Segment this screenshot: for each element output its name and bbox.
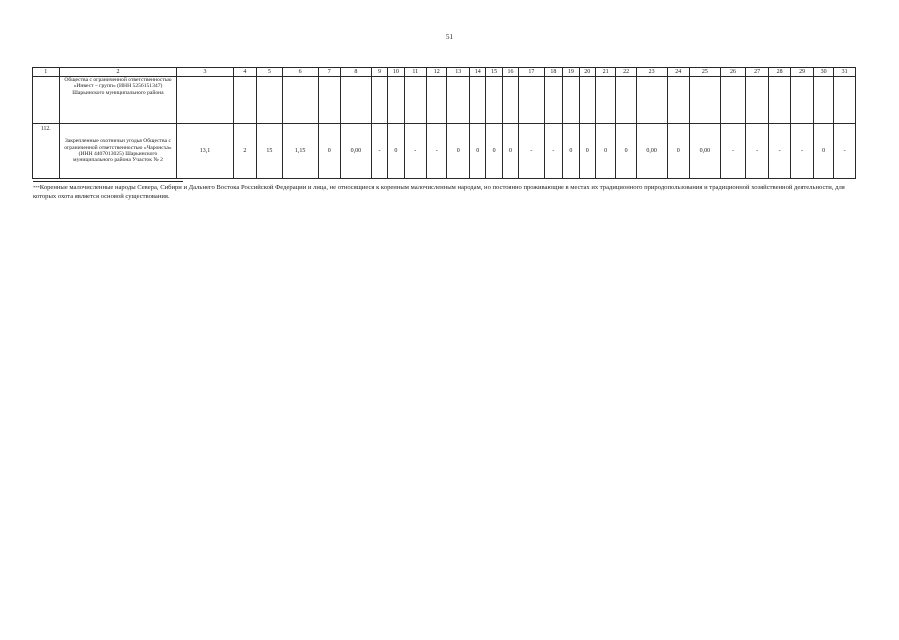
table-cell <box>768 77 791 124</box>
column-header: 29 <box>791 68 814 77</box>
footnote-text: Коренные малочисленные народы Севера, Сибири и Дальнего Востока Российской Федерации и лица, не относящиеся к коренным малочисленным народам, но постоянно проживающие в местах их традиционного природопользования и традиционной хозяйственной деятельности, для которых охота является основой существования. <box>33 184 845 200</box>
table-cell <box>595 77 615 124</box>
column-header: 15 <box>486 68 502 77</box>
footnote-marker: *** <box>33 185 40 190</box>
table-cell-name: Закрепленные охотничьи угодья Общества с ограниченной ответственностью «Чаронсха» (ИНН 4407013025) Шарьинского муниципального района Участок № 2 <box>59 124 177 179</box>
table-cell: 0 <box>486 124 502 179</box>
table-cell <box>667 77 690 124</box>
table-row <box>33 124 856 179</box>
table-cell: - <box>519 124 545 179</box>
table-cell <box>282 77 318 124</box>
column-header: 21 <box>595 68 615 77</box>
table-cell: 0 <box>470 124 486 179</box>
table-cell: 0 <box>595 124 615 179</box>
table-cell <box>233 77 257 124</box>
table-cell <box>470 77 486 124</box>
table-cell <box>519 77 545 124</box>
column-header: 8 <box>341 68 372 77</box>
column-header: 27 <box>746 68 769 77</box>
table-cell <box>486 77 502 124</box>
column-header: 23 <box>636 68 667 77</box>
table-cell: - <box>720 124 746 179</box>
table-cell: 1,15 <box>282 124 318 179</box>
table-cell: - <box>834 124 856 179</box>
table-cell <box>813 77 833 124</box>
table-cell <box>791 77 814 124</box>
table-cell: 0 <box>813 124 833 179</box>
table-cell: 0 <box>318 124 341 179</box>
table-cell: 13,1 <box>177 124 233 179</box>
column-header: 19 <box>563 68 579 77</box>
data-table <box>32 67 856 179</box>
table-cell: - <box>544 124 562 179</box>
column-header: 26 <box>720 68 746 77</box>
column-header: 14 <box>470 68 486 77</box>
table-cell: 0,00 <box>690 124 721 179</box>
table-cell: 0 <box>579 124 595 179</box>
column-header: 2 <box>59 68 177 77</box>
table-cell <box>616 77 636 124</box>
table-cell <box>544 77 562 124</box>
table-cell: 0 <box>667 124 690 179</box>
table-cell <box>636 77 667 124</box>
header-row <box>33 68 856 77</box>
table-cell <box>318 77 341 124</box>
table-cell <box>579 77 595 124</box>
table-cell <box>720 77 746 124</box>
column-header: 7 <box>318 68 341 77</box>
column-header: 31 <box>834 68 856 77</box>
table-cell: 0 <box>502 124 518 179</box>
table-cell: - <box>791 124 814 179</box>
footnote <box>33 183 857 201</box>
table-cell <box>502 77 518 124</box>
table-cell: 15 <box>257 124 283 179</box>
table-cell <box>177 77 233 124</box>
table-cell-name: Общества с ограниченной ответственностью «Инвест – групп» (ИНН 5256151347) Шарьинского муниципального района <box>59 77 177 124</box>
table-cell <box>563 77 579 124</box>
column-header: 24 <box>667 68 690 77</box>
table-cell <box>427 77 447 124</box>
column-header: 30 <box>813 68 833 77</box>
table-cell: - <box>371 124 387 179</box>
table-cell <box>371 77 387 124</box>
table-cell <box>33 77 60 124</box>
column-header: 5 <box>257 68 283 77</box>
table-cell: 0,00 <box>341 124 372 179</box>
column-header: 28 <box>768 68 791 77</box>
column-header: 17 <box>519 68 545 77</box>
column-header: 22 <box>616 68 636 77</box>
column-header: 20 <box>579 68 595 77</box>
table-cell: - <box>746 124 769 179</box>
column-header: 9 <box>371 68 387 77</box>
table-cell: 0 <box>447 124 470 179</box>
column-header: 10 <box>388 68 404 77</box>
table-cell: 0,00 <box>636 124 667 179</box>
column-header: 16 <box>502 68 518 77</box>
table-cell: 0 <box>616 124 636 179</box>
table-row <box>33 77 856 124</box>
table-cell <box>404 77 427 124</box>
column-header: 18 <box>544 68 562 77</box>
table-cell <box>341 77 372 124</box>
table-cell: 112. <box>33 124 60 179</box>
table-cell <box>834 77 856 124</box>
column-header: 13 <box>447 68 470 77</box>
column-header: 4 <box>233 68 257 77</box>
column-header: 1 <box>33 68 60 77</box>
column-header: 12 <box>427 68 447 77</box>
table-cell: 0 <box>388 124 404 179</box>
column-header: 3 <box>177 68 233 77</box>
table-cell: 0 <box>563 124 579 179</box>
page-number: 51 <box>446 33 453 41</box>
table-cell <box>257 77 283 124</box>
column-header: 11 <box>404 68 427 77</box>
table-cell <box>447 77 470 124</box>
table-cell: - <box>768 124 791 179</box>
footnote-rule <box>33 181 183 182</box>
column-header: 25 <box>690 68 721 77</box>
table-cell <box>746 77 769 124</box>
table-cell: - <box>427 124 447 179</box>
column-header: 6 <box>282 68 318 77</box>
table-cell: 2 <box>233 124 257 179</box>
table-cell <box>388 77 404 124</box>
table-cell <box>690 77 721 124</box>
table-cell: - <box>404 124 427 179</box>
